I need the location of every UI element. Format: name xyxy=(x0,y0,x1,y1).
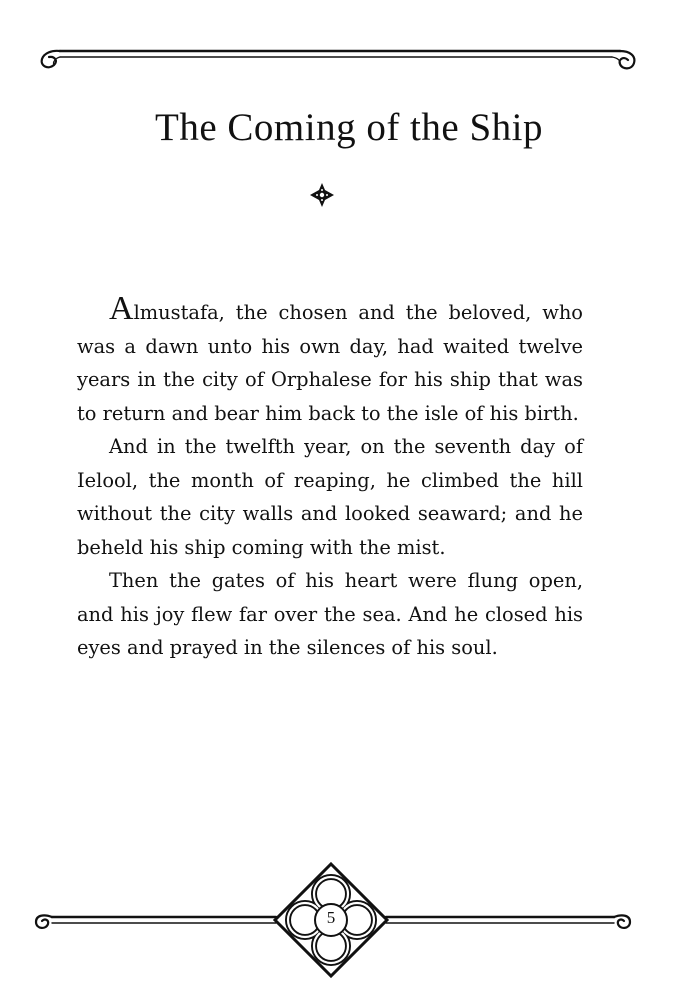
paragraph-1 xyxy=(77,292,583,430)
paragraph-2: And in the twelfth year, on the seventh day of Ielool, the month of reaping, he climbed the hill without the city walls and looked seaward; and he beheld his ship coming with the mist. xyxy=(77,435,583,559)
paragraph-3: Then the gates of his heart were flung open, and his joy flew far over the sea. And he closed his eyes and prayed in the silences of his soul. xyxy=(77,569,583,659)
paragraph-1-text: lmustafa, the chosen and the beloved, who was a dawn unto his own day, had waited twelve years in the city of Orphalese for his ship that was to return and bear him back to the isle of his birth. xyxy=(77,301,583,425)
fleuron-icon xyxy=(309,182,335,208)
page-number: 5 xyxy=(326,908,336,927)
top-decorative-rule xyxy=(0,0,698,90)
body-text xyxy=(77,292,583,665)
drop-cap: A xyxy=(109,290,134,327)
page-title: The Coming of the Ship xyxy=(155,106,543,149)
